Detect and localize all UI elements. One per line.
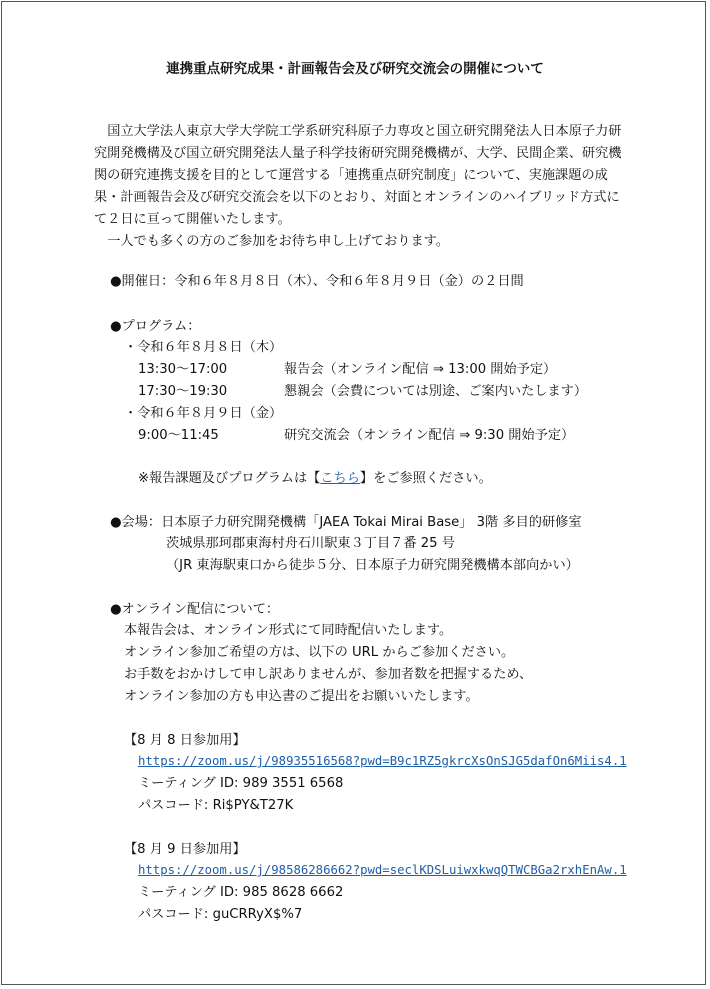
venue-access: （JR 東海駅東口から徒歩５分、日本原子力研究開発機構本部向かい） [166, 558, 579, 573]
program-note [138, 470, 492, 487]
program-day1-time-2: 17:30～19:30 [138, 384, 228, 399]
online-line-3: お手数をおかけして申し訳ありませんが、参加者数を把握するため、 [124, 667, 533, 682]
online-heading: ●オンライン配信について： [110, 602, 280, 617]
online-line-1: 本報告会は、オンライン形式にて同時配信いたします。 [124, 623, 453, 638]
zoom-day2-label: 【8 月 9 日参加用】 [124, 842, 246, 857]
program-day1-label: ・令和６年８月８日（木） [124, 340, 283, 355]
zoom-day2-meeting-id: ミーティング ID: 985 8628 6662 [138, 885, 344, 900]
program-day1-desc-1: 報告会（オンライン配信 ⇒ 13:00 開始予定） [284, 362, 557, 377]
online-line-2: オンライン参加ご希望の方は、以下の URL からご参加ください。 [124, 645, 515, 660]
zoom-day2-link[interactable]: https://zoom.us/j/98586286662?pwd=seclKDSLuiwxkwqQTWCBGa2rxhEnAw.1 [138, 863, 627, 877]
program-day2-label: ・令和６年８月９日（金） [124, 406, 283, 421]
program-details-link[interactable]: こちら [320, 471, 360, 486]
zoom-day2-passcode: パスコード: guCRRyX$%7 [138, 907, 303, 922]
program-note-prefix: ※報告課題及びプログラムは【 [138, 471, 321, 486]
zoom-day1-link[interactable]: https://zoom.us/j/98935516568?pwd=B9c1RZ5gkrcXsOnSJG5dafOn6Miis4.1 [138, 754, 627, 768]
program-day2-time-1: 9:00～11:45 [138, 428, 219, 443]
program-note-suffix: 】をご参照ください。 [359, 471, 492, 486]
online-line-4: オンライン参加の方も申込書のご提出をお願いいたします。 [124, 689, 479, 704]
venue-address: 茨城県那珂郡東海村舟石川駅東３丁目７番 25 号 [166, 536, 455, 551]
intro-text: 国立大学法人東京大学大学院工学系研究科原子力専攻と国立研究開発法人日本原子力研究開発機構及び国立研究開発法人量子科学技術研究開発機構が、大学、民間企業、研究機関の研究連携支援を目的として運営する「連携重点研究制度」について、実施課題の成果・計画報告会及び研究交流会を以下のとおり、対面とオンラインのハイブリッド方式にて２日に亘って開催いたします。 [94, 124, 622, 227]
program-day2-desc-1: 研究交流会（オンライン配信 ⇒ 9:30 開始予定） [284, 428, 575, 443]
zoom-day1-label: 【8 月 8 日参加用】 [124, 733, 246, 748]
program-day1-desc-2: 懇親会（会費については別途、ご案内いたします） [284, 384, 588, 399]
zoom-day1-meeting-id: ミーティング ID: 989 3551 6568 [138, 776, 344, 791]
zoom-day1-passcode: パスコード: Ri$PY&T27K [138, 798, 294, 813]
venue-line-1: ●会場：日本原子力研究開発機構「JAEA Tokai Mirai Base」 3階 多目的研修室 [110, 515, 582, 530]
program-day1-time-1: 13:30～17:00 [138, 362, 228, 377]
intro-closing: 一人でも多くの方のご参加をお待ち申し上げております。 [107, 234, 450, 249]
program-heading: ●プログラム： [110, 319, 201, 334]
intro-paragraph [94, 121, 629, 253]
event-date: ●開催日：令和６年８月８日（木）、令和６年８月９日（金）の２日間 [110, 274, 524, 289]
page-title: 連携重点研究成果・計画報告会及び研究交流会の開催について [166, 61, 544, 77]
